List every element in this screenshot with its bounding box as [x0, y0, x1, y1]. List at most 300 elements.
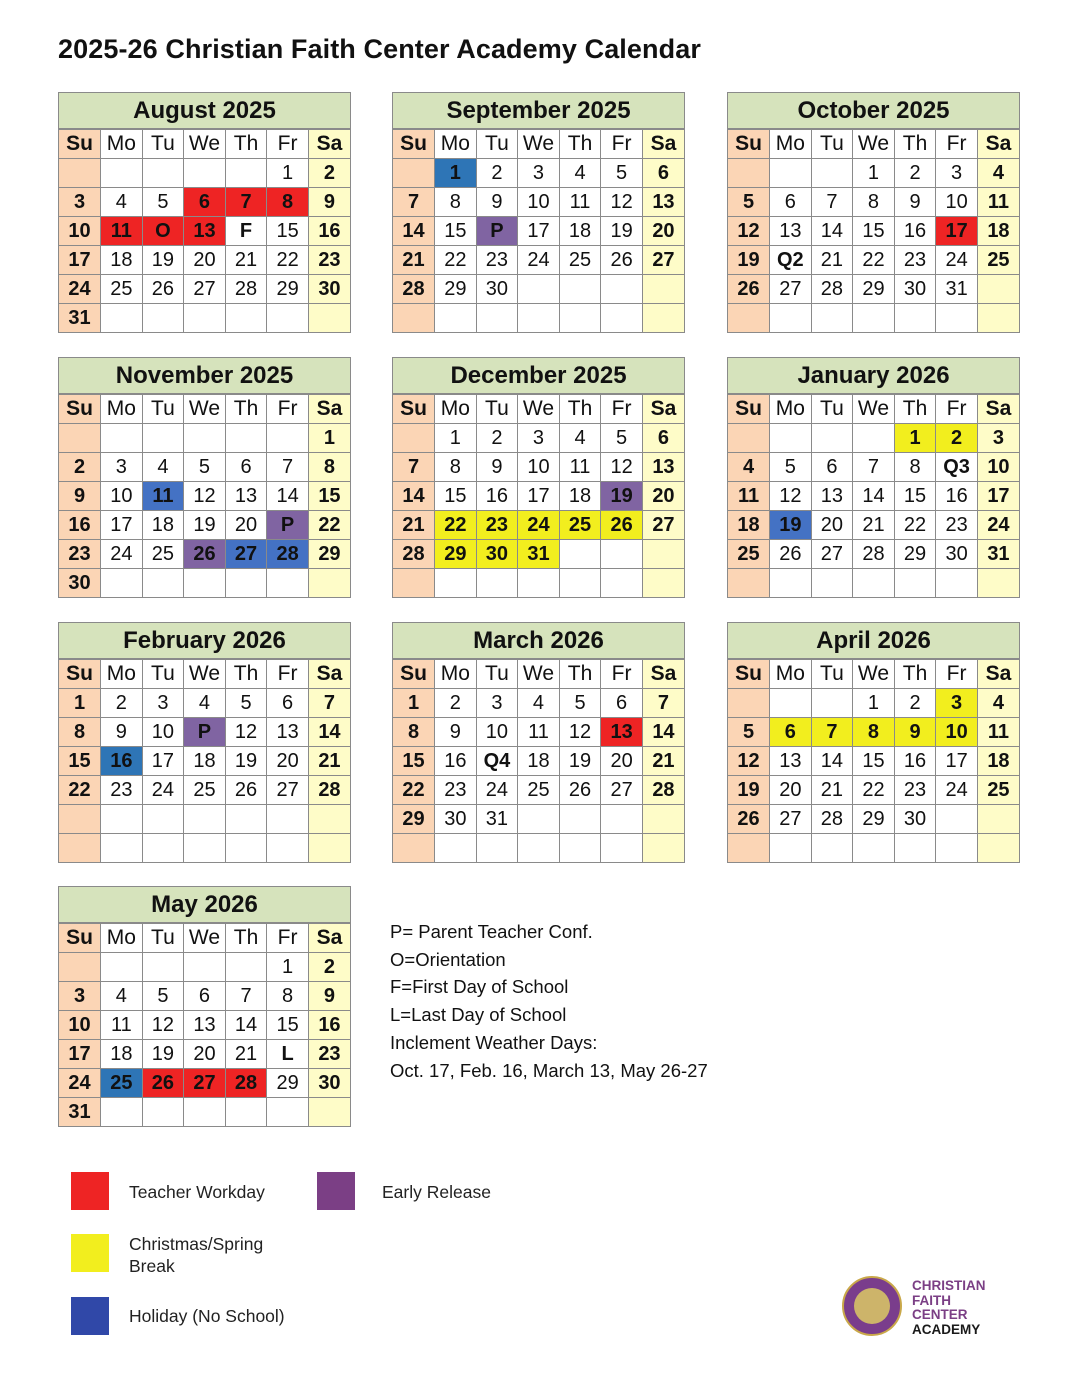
- day-cell: 16: [894, 747, 936, 776]
- day-cell: 13: [642, 453, 684, 482]
- day-cell: [811, 569, 853, 598]
- day-cell: 31: [59, 1098, 101, 1127]
- month-table: [59, 129, 350, 332]
- day-cell: [142, 1098, 184, 1127]
- day-cell: [59, 424, 101, 453]
- day-cell: 8: [853, 188, 895, 217]
- day-cell: 23: [936, 511, 978, 540]
- day-cell: [184, 805, 226, 834]
- day-cell: [476, 304, 518, 333]
- day-cell: 9: [894, 718, 936, 747]
- day-cell: [518, 805, 560, 834]
- day-cell: 21: [225, 1040, 267, 1069]
- day-cell: 16: [101, 747, 143, 776]
- weekday-header: Tu: [476, 130, 518, 159]
- day-cell: 7: [393, 188, 435, 217]
- day-cell: 16: [894, 217, 936, 246]
- day-cell: 22: [853, 776, 895, 805]
- day-cell: 6: [184, 188, 226, 217]
- day-cell: 18: [559, 482, 601, 511]
- day-cell: 1: [267, 953, 309, 982]
- weekday-header: Th: [559, 395, 601, 424]
- day-cell: 30: [894, 275, 936, 304]
- day-cell: 27: [770, 805, 812, 834]
- day-cell: 20: [184, 246, 226, 275]
- day-cell: 30: [308, 1069, 350, 1098]
- day-cell: [977, 569, 1019, 598]
- day-cell: 7: [225, 188, 267, 217]
- day-cell: [184, 304, 226, 333]
- day-cell: 1: [435, 159, 477, 188]
- day-cell: [225, 805, 267, 834]
- day-cell: 15: [853, 217, 895, 246]
- weekday-header: Th: [559, 130, 601, 159]
- day-cell: 9: [476, 188, 518, 217]
- day-cell: 10: [59, 1011, 101, 1040]
- day-cell: 10: [977, 453, 1019, 482]
- day-cell: [225, 953, 267, 982]
- day-cell: 21: [393, 511, 435, 540]
- weekday-header: Th: [894, 130, 936, 159]
- day-cell: 27: [811, 540, 853, 569]
- day-cell: 13: [601, 718, 643, 747]
- day-cell: 13: [811, 482, 853, 511]
- day-cell: 13: [184, 217, 226, 246]
- month-calendar: [58, 886, 351, 1127]
- weekday-header: Su: [728, 660, 770, 689]
- day-cell: 19: [142, 246, 184, 275]
- day-cell: 24: [518, 246, 560, 275]
- day-cell: [642, 275, 684, 304]
- day-cell: 6: [225, 453, 267, 482]
- day-cell: [559, 540, 601, 569]
- day-cell: 25: [518, 776, 560, 805]
- day-cell: [853, 424, 895, 453]
- day-cell: 28: [393, 275, 435, 304]
- day-cell: 23: [435, 776, 477, 805]
- weekday-header: We: [518, 130, 560, 159]
- day-cell: [101, 1098, 143, 1127]
- day-cell: 5: [728, 718, 770, 747]
- day-cell: 26: [770, 540, 812, 569]
- day-cell: 14: [308, 718, 350, 747]
- day-cell: 30: [476, 540, 518, 569]
- day-cell: 31: [977, 540, 1019, 569]
- weekday-header: Mo: [435, 130, 477, 159]
- day-cell: [770, 159, 812, 188]
- day-cell: 13: [267, 718, 309, 747]
- day-cell: 7: [225, 982, 267, 1011]
- weekday-header: Tu: [142, 395, 184, 424]
- day-cell: [142, 834, 184, 863]
- day-cell: [811, 834, 853, 863]
- day-cell: 20: [770, 776, 812, 805]
- day-cell: 15: [308, 482, 350, 511]
- day-cell: 10: [142, 718, 184, 747]
- weekday-header: Fr: [267, 130, 309, 159]
- day-cell: 21: [308, 747, 350, 776]
- day-cell: 21: [853, 511, 895, 540]
- day-cell: 26: [728, 275, 770, 304]
- day-cell: 20: [811, 511, 853, 540]
- day-cell: 26: [225, 776, 267, 805]
- seal-icon: [842, 1276, 902, 1336]
- day-cell: 1: [853, 689, 895, 718]
- day-cell: [559, 304, 601, 333]
- day-cell: [435, 569, 477, 598]
- legend-label-teacher-workday: Teacher Workday: [129, 1182, 265, 1202]
- day-cell: 4: [101, 982, 143, 1011]
- day-cell: 3: [518, 159, 560, 188]
- weekday-header: Mo: [770, 130, 812, 159]
- note-line: P= Parent Teacher Conf.: [390, 921, 593, 942]
- day-cell: 20: [267, 747, 309, 776]
- weekday-header: Tu: [142, 660, 184, 689]
- day-cell: [225, 424, 267, 453]
- day-cell: 14: [853, 482, 895, 511]
- day-cell: 18: [184, 747, 226, 776]
- day-cell: 19: [728, 246, 770, 275]
- day-cell: 25: [559, 511, 601, 540]
- day-cell: 2: [476, 424, 518, 453]
- day-cell: 29: [435, 275, 477, 304]
- day-cell: 10: [518, 188, 560, 217]
- day-cell: 20: [601, 747, 643, 776]
- day-cell: 17: [59, 246, 101, 275]
- weekday-header: Th: [225, 395, 267, 424]
- day-cell: 3: [977, 424, 1019, 453]
- day-cell: [393, 424, 435, 453]
- weekday-header: Fr: [936, 130, 978, 159]
- month-table: [59, 659, 350, 862]
- weekday-header: Sa: [642, 660, 684, 689]
- day-cell: [267, 304, 309, 333]
- logo-line: ACADEMY: [912, 1321, 981, 1337]
- day-cell: 2: [936, 424, 978, 453]
- month-table: [728, 659, 1019, 862]
- day-cell: [559, 834, 601, 863]
- day-cell: 5: [601, 159, 643, 188]
- day-cell: 5: [770, 453, 812, 482]
- day-cell: 3: [59, 188, 101, 217]
- logo-text: [912, 1279, 986, 1337]
- weekday-header: Su: [728, 130, 770, 159]
- weekday-header: Th: [225, 660, 267, 689]
- day-cell: 31: [476, 805, 518, 834]
- day-cell: 11: [101, 1011, 143, 1040]
- weekday-header: Sa: [642, 130, 684, 159]
- weekday-header: Sa: [977, 130, 1019, 159]
- day-cell: [936, 569, 978, 598]
- day-cell: 24: [59, 1069, 101, 1098]
- day-cell: [142, 569, 184, 598]
- day-cell: [559, 569, 601, 598]
- day-cell: [476, 569, 518, 598]
- day-cell: 2: [59, 453, 101, 482]
- day-cell: [728, 569, 770, 598]
- day-cell: [936, 834, 978, 863]
- day-cell: 17: [59, 1040, 101, 1069]
- day-cell: 31: [518, 540, 560, 569]
- day-cell: 5: [728, 188, 770, 217]
- day-cell: 15: [267, 217, 309, 246]
- weekday-header: We: [184, 130, 226, 159]
- day-cell: 10: [101, 482, 143, 511]
- day-cell: 12: [728, 217, 770, 246]
- day-cell: 29: [853, 275, 895, 304]
- day-cell: P: [184, 718, 226, 747]
- month-title: January 2026: [728, 358, 1019, 394]
- day-cell: 20: [642, 217, 684, 246]
- month-table: [393, 394, 684, 597]
- day-cell: 14: [642, 718, 684, 747]
- day-cell: 30: [308, 275, 350, 304]
- month-title: April 2026: [728, 623, 1019, 659]
- day-cell: 4: [101, 188, 143, 217]
- day-cell: 23: [59, 540, 101, 569]
- day-cell: 4: [184, 689, 226, 718]
- day-cell: 11: [977, 718, 1019, 747]
- day-cell: [642, 834, 684, 863]
- day-cell: 10: [936, 188, 978, 217]
- day-cell: 24: [977, 511, 1019, 540]
- day-cell: 11: [142, 482, 184, 511]
- day-cell: 25: [101, 275, 143, 304]
- day-cell: [225, 1098, 267, 1127]
- day-cell: 5: [142, 982, 184, 1011]
- day-cell: 4: [728, 453, 770, 482]
- day-cell: 12: [728, 747, 770, 776]
- day-cell: 16: [476, 482, 518, 511]
- day-cell: 17: [101, 511, 143, 540]
- day-cell: [308, 805, 350, 834]
- day-cell: [267, 569, 309, 598]
- weekday-header: Sa: [977, 395, 1019, 424]
- note-line: O=Orientation: [390, 948, 506, 970]
- month-calendar: [392, 357, 685, 598]
- day-cell: 25: [101, 1069, 143, 1098]
- month-table: [393, 129, 684, 332]
- day-cell: 8: [853, 718, 895, 747]
- day-cell: 13: [770, 747, 812, 776]
- day-cell: 6: [601, 689, 643, 718]
- day-cell: [601, 275, 643, 304]
- month-title: August 2025: [59, 93, 350, 129]
- weekday-header: We: [184, 395, 226, 424]
- day-cell: 11: [518, 718, 560, 747]
- day-cell: 23: [101, 776, 143, 805]
- day-cell: [853, 834, 895, 863]
- day-cell: [642, 805, 684, 834]
- day-cell: 15: [267, 1011, 309, 1040]
- day-cell: 20: [642, 482, 684, 511]
- day-cell: [184, 569, 226, 598]
- day-cell: 11: [559, 453, 601, 482]
- day-cell: 3: [142, 689, 184, 718]
- day-cell: 28: [308, 776, 350, 805]
- weekday-header: Sa: [977, 660, 1019, 689]
- day-cell: [393, 569, 435, 598]
- day-cell: 29: [894, 540, 936, 569]
- weekday-header: Tu: [142, 130, 184, 159]
- day-cell: [142, 424, 184, 453]
- month-title: September 2025: [393, 93, 684, 129]
- day-cell: P: [476, 217, 518, 246]
- month-table: [728, 129, 1019, 332]
- day-cell: 4: [518, 689, 560, 718]
- month-calendar: [727, 357, 1020, 598]
- day-cell: [101, 159, 143, 188]
- day-cell: 2: [101, 689, 143, 718]
- day-cell: 15: [894, 482, 936, 511]
- day-cell: 18: [977, 747, 1019, 776]
- logo-line: CENTER: [912, 1307, 968, 1322]
- day-cell: [518, 569, 560, 598]
- weekday-header: We: [853, 660, 895, 689]
- weekday-header: Th: [225, 130, 267, 159]
- day-cell: 12: [142, 1011, 184, 1040]
- legend-swatch-early-release: [317, 1172, 355, 1210]
- day-cell: 30: [476, 275, 518, 304]
- day-cell: 6: [811, 453, 853, 482]
- month-table: [393, 659, 684, 862]
- day-cell: [642, 540, 684, 569]
- day-cell: 11: [101, 217, 143, 246]
- day-cell: 19: [142, 1040, 184, 1069]
- day-cell: 3: [518, 424, 560, 453]
- day-cell: 19: [770, 511, 812, 540]
- day-cell: 15: [853, 747, 895, 776]
- day-cell: 14: [811, 747, 853, 776]
- day-cell: 22: [308, 511, 350, 540]
- legend-label-early-release: Early Release: [382, 1182, 491, 1202]
- day-cell: [225, 834, 267, 863]
- day-cell: 13: [225, 482, 267, 511]
- day-cell: 30: [894, 805, 936, 834]
- day-cell: F: [225, 217, 267, 246]
- day-cell: [559, 275, 601, 304]
- day-cell: [728, 159, 770, 188]
- day-cell: [393, 159, 435, 188]
- day-cell: [811, 304, 853, 333]
- day-cell: 17: [142, 747, 184, 776]
- day-cell: 27: [184, 275, 226, 304]
- day-cell: [936, 805, 978, 834]
- day-cell: [728, 304, 770, 333]
- day-cell: Q3: [936, 453, 978, 482]
- weekday-header: Tu: [811, 130, 853, 159]
- day-cell: [308, 304, 350, 333]
- day-cell: 26: [142, 275, 184, 304]
- weekday-header: Su: [59, 924, 101, 953]
- day-cell: [728, 834, 770, 863]
- day-cell: 18: [559, 217, 601, 246]
- day-cell: [770, 834, 812, 863]
- day-cell: [225, 159, 267, 188]
- day-cell: 16: [308, 217, 350, 246]
- day-cell: 1: [59, 689, 101, 718]
- day-cell: 21: [642, 747, 684, 776]
- day-cell: 7: [853, 453, 895, 482]
- day-cell: 3: [59, 982, 101, 1011]
- day-cell: [142, 304, 184, 333]
- day-cell: [894, 304, 936, 333]
- day-cell: 29: [267, 1069, 309, 1098]
- day-cell: 28: [853, 540, 895, 569]
- weekday-header: Fr: [267, 660, 309, 689]
- day-cell: 19: [225, 747, 267, 776]
- day-cell: 26: [559, 776, 601, 805]
- weekday-header: Sa: [308, 660, 350, 689]
- weekday-header: Fr: [936, 660, 978, 689]
- weekday-header: Su: [59, 660, 101, 689]
- day-cell: [101, 569, 143, 598]
- day-cell: 11: [728, 482, 770, 511]
- day-cell: 6: [770, 718, 812, 747]
- day-cell: 16: [435, 747, 477, 776]
- day-cell: 11: [559, 188, 601, 217]
- weekday-header: Fr: [601, 130, 643, 159]
- month-title: November 2025: [59, 358, 350, 394]
- day-cell: 27: [601, 776, 643, 805]
- day-cell: 27: [770, 275, 812, 304]
- day-cell: P: [267, 511, 309, 540]
- day-cell: [59, 159, 101, 188]
- day-cell: [393, 304, 435, 333]
- page-title: 2025-26 Christian Faith Center Academy Calendar: [58, 34, 701, 64]
- day-cell: 15: [59, 747, 101, 776]
- weekday-header: Th: [559, 660, 601, 689]
- day-cell: 1: [853, 159, 895, 188]
- day-cell: 24: [142, 776, 184, 805]
- day-cell: [642, 304, 684, 333]
- day-cell: [308, 834, 350, 863]
- day-cell: [184, 424, 226, 453]
- weekday-header: We: [853, 395, 895, 424]
- day-cell: [393, 834, 435, 863]
- day-cell: 9: [59, 482, 101, 511]
- weekday-header: Tu: [811, 660, 853, 689]
- day-cell: [601, 569, 643, 598]
- logo-line: CHRISTIAN: [912, 1278, 986, 1293]
- day-cell: 6: [642, 159, 684, 188]
- day-cell: 5: [225, 689, 267, 718]
- day-cell: 27: [642, 246, 684, 275]
- day-cell: 22: [435, 246, 477, 275]
- day-cell: 3: [936, 689, 978, 718]
- month-title: May 2026: [59, 887, 350, 923]
- day-cell: 13: [642, 188, 684, 217]
- day-cell: 14: [811, 217, 853, 246]
- day-cell: 8: [435, 453, 477, 482]
- day-cell: 24: [936, 776, 978, 805]
- note-line: L=Last Day of School: [390, 1004, 567, 1026]
- day-cell: 12: [225, 718, 267, 747]
- note-line: F=First Day of School: [390, 976, 569, 998]
- day-cell: 23: [308, 1040, 350, 1069]
- day-cell: 2: [435, 689, 477, 718]
- day-cell: Q2: [770, 246, 812, 275]
- day-cell: [59, 953, 101, 982]
- day-cell: 1: [435, 424, 477, 453]
- day-cell: [184, 1098, 226, 1127]
- day-cell: 19: [728, 776, 770, 805]
- day-cell: 1: [393, 689, 435, 718]
- day-cell: [894, 569, 936, 598]
- weekday-header: Sa: [308, 130, 350, 159]
- weekday-header: Mo: [101, 395, 143, 424]
- day-cell: 16: [936, 482, 978, 511]
